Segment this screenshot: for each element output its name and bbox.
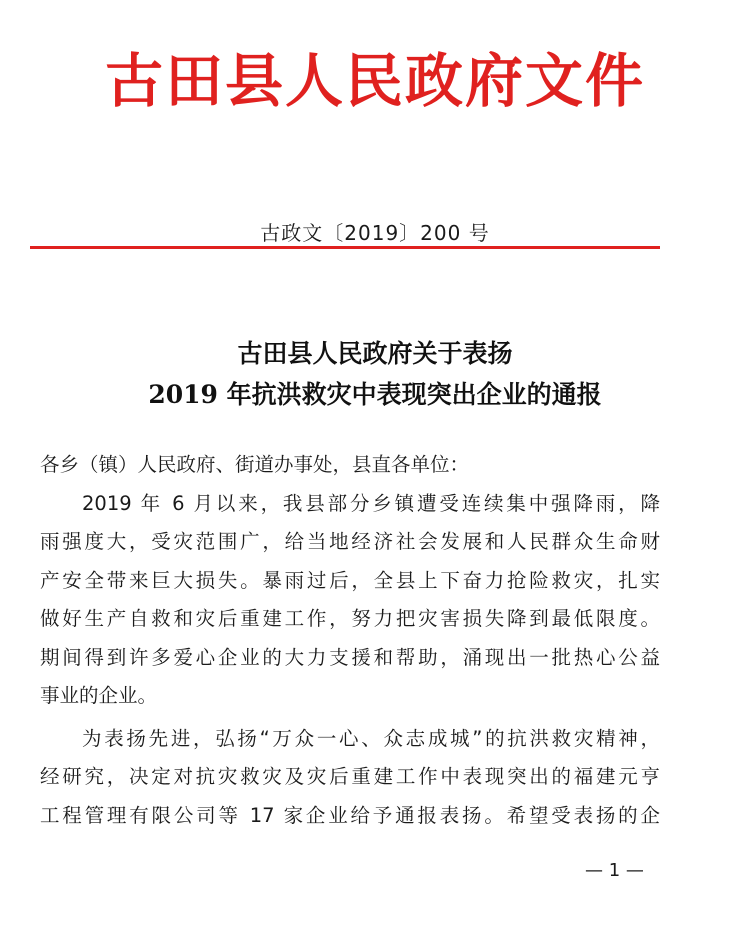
document-body	[40, 446, 660, 835]
paragraph-line: 产安全带来巨大损失。暴雨过后，全县上下奋力抢险救灾，扎实	[40, 568, 660, 592]
paragraph-line: 工程管理有限公司等 17 家企业给予通报表扬。希望受表扬的企	[40, 803, 660, 827]
salutation: 各乡（镇）人民政府、街道办事处，县直各单位：	[40, 453, 470, 476]
title-line-1: 古田县人民政府关于表扬	[237, 339, 513, 368]
paragraph-line: 期间得到许多爱心企业的大力支援和帮助，涌现出一批热心公益	[40, 645, 660, 669]
paragraph-line: 为表扬先进，弘扬“万众一心、众志成城”的抗洪救灾精神，	[82, 726, 660, 750]
red-divider-line	[30, 246, 660, 249]
paragraph-line: 经研究，决定对抗灾救灾及灾后重建工作中表现突出的福建元亨	[40, 765, 660, 788]
page-number: — 1 —	[585, 860, 644, 881]
document-number: 古政文〔2019〕200 号	[260, 221, 490, 245]
paragraph-line: 做好生产自救和灾后重建工作，努力把灾害损失降到最低限度。	[40, 607, 660, 630]
paragraph-line: 2019 年 6 月以来，我县部分乡镇遭受连续集中强降雨，降	[82, 491, 660, 515]
title-line-2: 2019 年抗洪救灾中表现突出企业的通报	[148, 380, 602, 409]
paragraph-line: 雨强度大，受灾范围广，给当地经济社会发展和人民群众生命财	[40, 530, 660, 553]
document-masthead: 古田县人民政府文件	[104, 47, 645, 115]
paragraph-line: 事业的企业。	[40, 684, 158, 707]
document-title	[0, 333, 750, 415]
